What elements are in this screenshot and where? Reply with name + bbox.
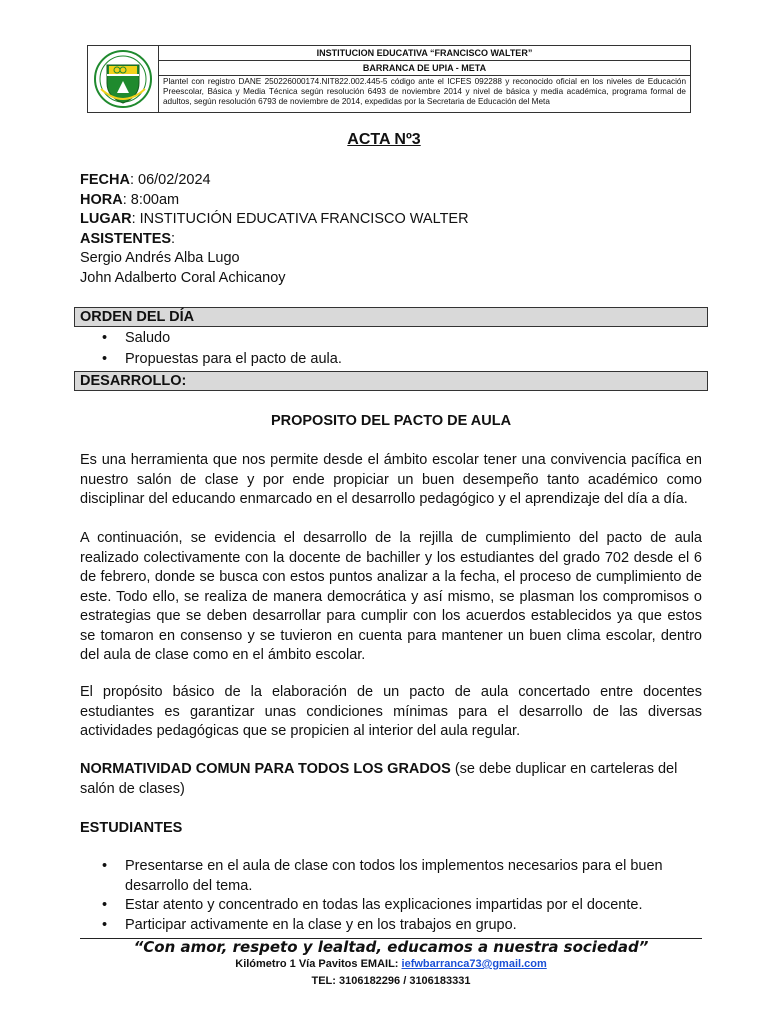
footer-motto: “Con amor, respeto y lealtad, educamos a nuestra sociedad” — [133, 938, 649, 956]
orden-heading: ORDEN DEL DÍA — [74, 307, 708, 327]
lugar-line — [80, 210, 469, 230]
meeting-details — [80, 171, 469, 288]
normatividad-paragraph — [80, 760, 702, 799]
hora-line — [80, 191, 469, 211]
fecha-value: : 06/02/2024 — [129, 172, 211, 188]
list-item: • Participar activamente en la clase y en los trabajos en grupo. — [80, 916, 702, 936]
hora-value: : 8:00am — [122, 191, 180, 208]
asistentes-line — [80, 230, 469, 250]
hora-label: HORA — [80, 191, 123, 208]
attendee: John Adalberto Coral Achicanoy — [80, 269, 286, 286]
footer-phone: TEL: 3106182296 / 3106183331 — [311, 975, 471, 987]
email-link[interactable]: iefwbarranca73@gmail.com — [401, 958, 547, 970]
attendee: Sergio Andrés Alba Lugo — [80, 250, 240, 266]
paragraph-3: El propósito básico de la elaboración de un pacto de aula concertado entre docentes estudiantes es garantizar unas condiciones mínimas para el desarrollo de las diversas actividades pedagógicas que se propicien al interior del aula regular. — [80, 684, 702, 739]
document-header — [87, 45, 691, 113]
page-title: ACTA Nº3 — [347, 131, 421, 148]
fecha-line — [80, 171, 469, 191]
fecha-label: FECHA — [80, 172, 130, 188]
student-rules-list — [80, 857, 702, 935]
logo-cell — [88, 46, 159, 112]
desarrollo-heading: DESARROLLO: — [74, 371, 708, 391]
footer-address — [0, 958, 768, 970]
institution-location: BARRANCA DE UPIA - META — [159, 61, 690, 76]
lugar-value: : INSTITUCIÓN EDUCATIVA FRANCISCO WALTER — [131, 211, 469, 227]
paragraph-2: A continuación, se evidencia el desarrollo de la rejilla de cumplimiento del pacto de aula realizado colectivamente con la docente de bachiller y los estudiantes del grado 702 desde el 6 de febrero, donde se busca con estos puntos analizar a la fecha, el proceso de cumplimiento de este. Todo ello, se realiza de manera democrática y así mismo, se plasman los compromisos o estrategias que se deben desarrollar para cumplir con los acuerdos establecidos ya que estos se tomaron en consenso y se tuvieron en cuenta para mantener un buen clima escolar, dentro del aula de clase como en el ámbito escolar. — [80, 530, 702, 663]
normatividad-note: (se debe duplicar en carteleras del salón de clases) — [80, 761, 678, 797]
list-item: • Estar atento y concentrado en todas las explicaciones impartidas por el docente. — [80, 896, 702, 916]
school-shield-emblem-icon — [93, 49, 153, 109]
institution-name: INSTITUCION EDUCATIVA “FRANCISCO WALTER” — [159, 46, 690, 61]
list-item: • Propuestas para el pacto de aula. — [80, 349, 342, 370]
registration-text: Plantel con registro DANE 250226000174.NIT822.002.445-5 código ante el ICFES 092288 y reconocido oficial en los niveles de Educación Preescolar, Básica y Media Técnica según resolución 6493 de noviembre 2014 y nivel de básica y media académica, programa formal de adultos, según resolución 6793 de noviembre de 2014, expedidas por la Secretaria de Educación del Meta — [163, 77, 686, 106]
list-item: • Saludo — [80, 328, 342, 349]
normatividad-heading: NORMATIVIDAD COMUN PARA TODOS LOS GRADOS — [80, 761, 451, 777]
paragraph-1: Es una herramienta que nos permite desde el ámbito escolar tener una convivencia pacífica en nuestro salón de clase y por ende propiciar un buen desempeño tanto académico como disciplinar del educando enmarcado en el desarrollo pedagógico y el aprendizaje del día a día. — [80, 452, 702, 507]
estudiantes-heading: ESTUDIANTES — [80, 820, 183, 836]
orden-list — [80, 328, 342, 369]
lugar-label: LUGAR — [80, 211, 132, 227]
asistentes-label: ASISTENTES — [80, 230, 172, 247]
list-item: • Presentarse en el aula de clase con todos los implementos necesarios para el buen desarrollo del tema. — [80, 857, 702, 896]
address-text: Kilómetro 1 Vía Pavitos EMAIL: — [235, 958, 402, 970]
section-subtitle: PROPOSITO DEL PACTO DE AULA — [270, 413, 512, 429]
asistentes-colon: : — [171, 230, 176, 247]
